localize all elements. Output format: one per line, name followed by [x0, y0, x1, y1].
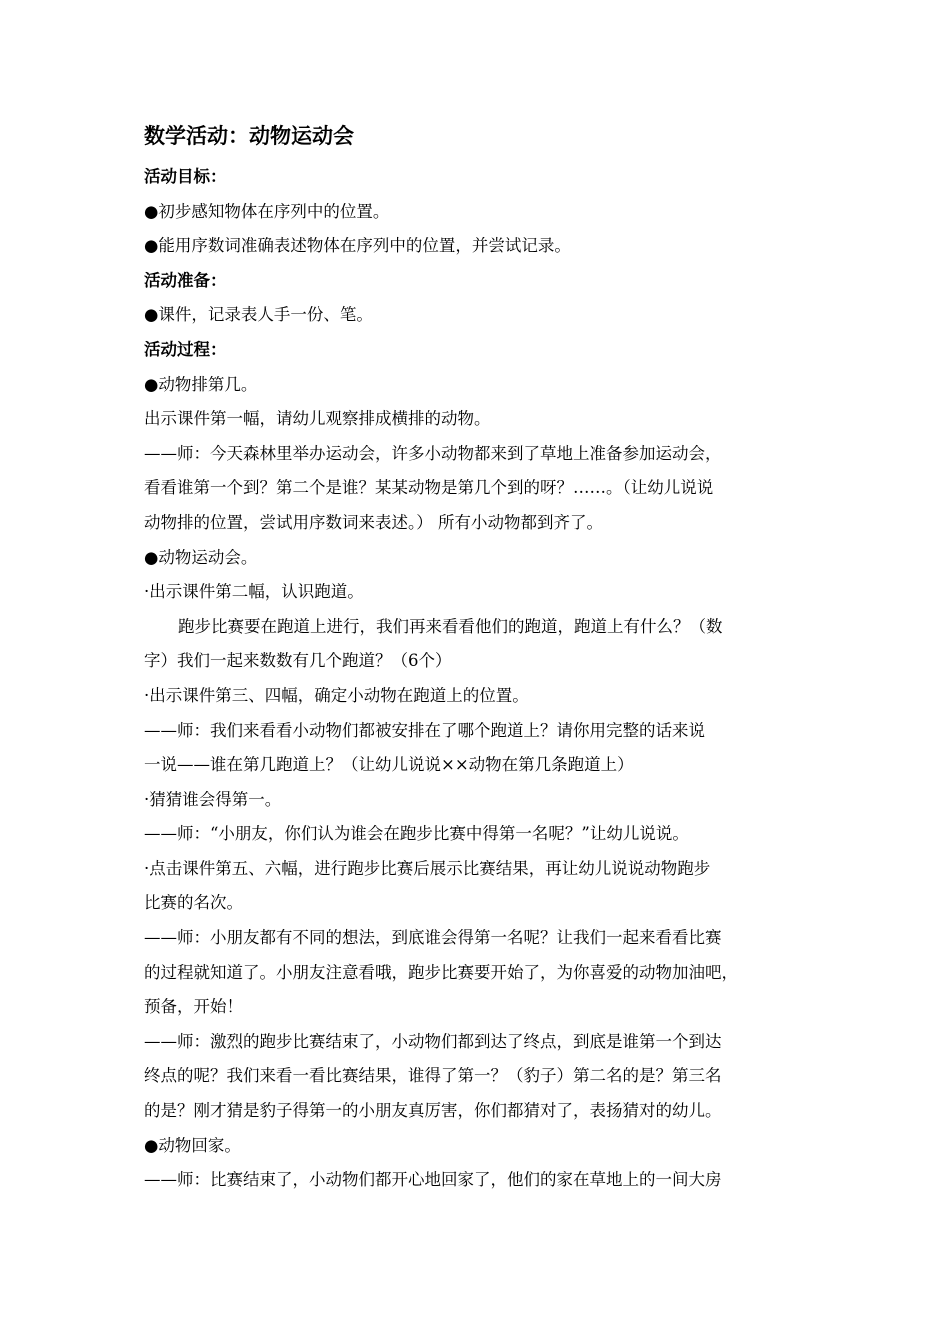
paragraph-line: ——师：小朋友都有不同的想法，到底谁会得第一名呢？让我们一起来看看比赛: [144, 928, 722, 948]
paragraph-line: ——师：激烈的跑步比赛结束了，小动物们都到达了终点，到底是谁第一个到达: [144, 1031, 722, 1051]
paragraph-line: 字）我们一起来数数有几个跑道？（6个）: [144, 651, 452, 671]
paragraph-line: 终点的呢？我们来看一看比赛结果，谁得了第一？（豹子）第二名的是？第三名: [144, 1066, 722, 1086]
paragraph-line: ●课件，记录表人手一份、笔。: [144, 305, 373, 325]
paragraph-line: 一说——谁在第几跑道上？（让幼儿说说××动物在第几条跑道上）: [144, 755, 634, 775]
paragraph-line: 出示课件第一幅，请幼儿观察排成横排的动物。: [144, 409, 491, 429]
paragraph-line: ●动物排第几。: [144, 374, 258, 394]
section-heading: 活动准备：: [144, 270, 227, 290]
paragraph-line: ●能用序数词准确表述物体在序列中的位置，并尝试记录。: [144, 236, 571, 256]
paragraph-line: ●动物运动会。: [144, 547, 258, 567]
paragraph-line: 的过程就知道了。小朋友注意看哦，跑步比赛要开始了，为你喜爱的动物加油吧，: [144, 962, 738, 982]
paragraph-line: ·出示课件第三、四幅，确定小动物在跑道上的位置。: [144, 685, 529, 705]
paragraph-line: ·点击课件第五、六幅，进行跑步比赛后展示比赛结果，再让幼儿说说动物跑步: [144, 858, 711, 878]
paragraph-line: 比赛的名次。: [144, 893, 243, 913]
document-title: 数学活动：动物运动会: [144, 124, 354, 148]
paragraph-line: ——师：“小朋友，你们认为谁会在跑步比赛中得第一名呢？”让幼儿说说。: [144, 824, 689, 844]
paragraph-line: ——师：我们来看看小动物们都被安排在了哪个跑道上？请你用完整的话来说: [144, 720, 705, 740]
paragraph-line: 跑步比赛要在跑道上进行，我们再来看看他们的跑道，跑道上有什么？（数: [178, 616, 723, 636]
paragraph-line: ●动物回家。: [144, 1135, 241, 1155]
paragraph-line: ·猜猜谁会得第一。: [144, 789, 282, 809]
paragraph-line: ——师：今天森林里举办运动会，许多小动物都来到了草地上准备参加运动会，: [144, 443, 722, 463]
paragraph-line: 的是？刚才猜是豹子得第一的小朋友真厉害，你们都猜对了，表扬猜对的幼儿。: [144, 1101, 722, 1121]
paragraph-line: 看看谁第一个到？第二个是谁？某某动物是第几个到的呀？……。（让幼儿说说: [144, 478, 714, 498]
paragraph-line: ●初步感知物体在序列中的位置。: [144, 201, 390, 221]
paragraph-line: ——师：比赛结束了，小动物们都开心地回家了，他们的家在草地上的一间大房: [144, 1170, 722, 1190]
paragraph-line: ·出示课件第二幅，认识跑道。: [144, 582, 364, 602]
document-page: [144, 118, 808, 1198]
document-body: [144, 160, 808, 1198]
paragraph-line: 动物排的位置，尝试用序数词来表述。） 所有小动物都到齐了。: [144, 512, 603, 532]
section-heading: 活动目标：: [144, 167, 227, 186]
paragraph-line: 预备，开始！: [144, 997, 243, 1017]
section-heading: 活动过程：: [144, 339, 227, 359]
